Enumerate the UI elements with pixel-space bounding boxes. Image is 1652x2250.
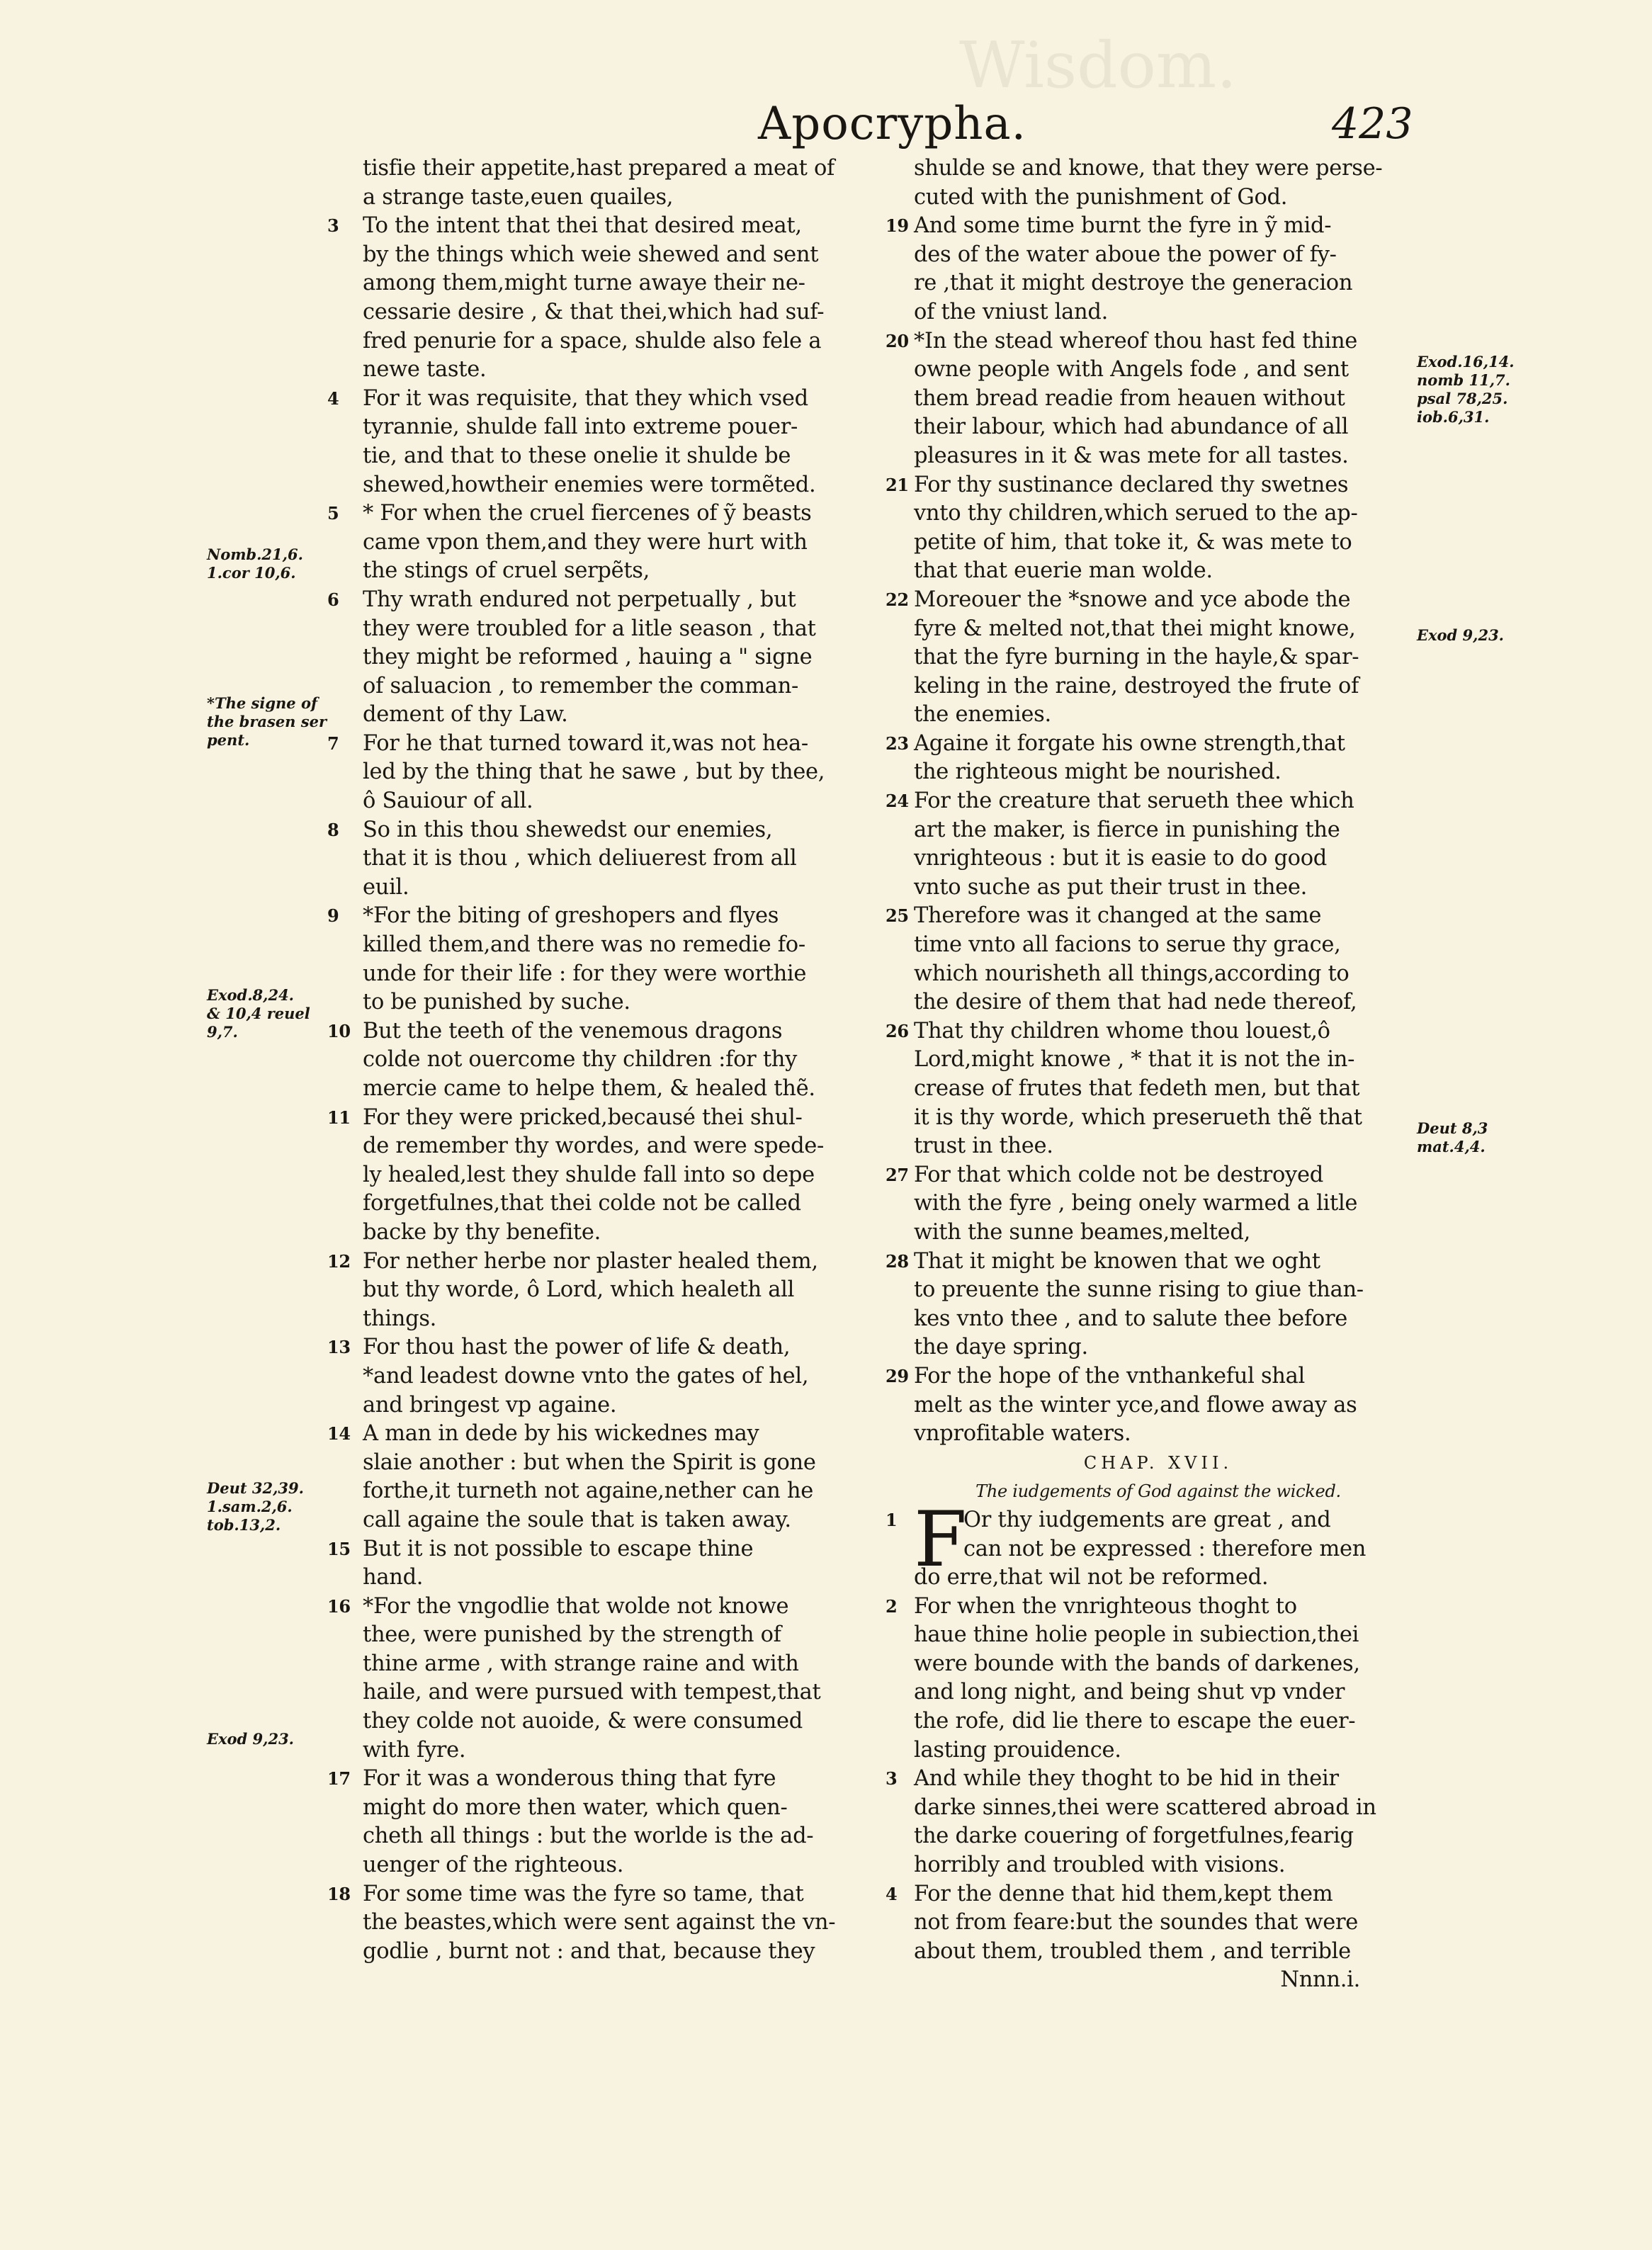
- text-line: [886, 1535, 1431, 1564]
- text-line: [327, 1305, 887, 1334]
- text-line: [886, 1333, 1431, 1362]
- text-line: [327, 615, 887, 644]
- text-line: [886, 988, 1431, 1017]
- text-line: [327, 1391, 887, 1420]
- page-number: 423: [1332, 99, 1413, 149]
- text-line: [886, 269, 1431, 298]
- text-line: [886, 1189, 1431, 1219]
- verse-text: vnprofitable waters.: [914, 1421, 1131, 1447]
- text-line: [327, 787, 887, 816]
- text-line: [886, 212, 1431, 241]
- verse-number: 10: [327, 1020, 351, 1041]
- text-line: [327, 1248, 887, 1277]
- text-line: [327, 1765, 887, 1794]
- text-line: [327, 1851, 887, 1880]
- verse-text: the desire of them that had nede thereof,: [914, 990, 1357, 1015]
- verse-text: pleasures in it & was mete for all tastes.: [914, 443, 1349, 468]
- text-line: [886, 528, 1431, 558]
- verse-text: For the hope of the vnthankeful shal: [914, 1363, 1305, 1389]
- text-line: [327, 758, 887, 787]
- text-line: [886, 844, 1431, 874]
- text-line: [327, 643, 887, 672]
- text-line: [886, 442, 1431, 471]
- text-line: [327, 1104, 887, 1133]
- signature-mark: Nnnn.i.: [1280, 1967, 1360, 1993]
- verse-text: trust in thee.: [914, 1134, 1053, 1159]
- verse-text: among them,might turne awaye their ne-: [363, 271, 805, 296]
- text-line: [327, 931, 887, 960]
- verse-text: lasting prouidence.: [914, 1737, 1121, 1763]
- verse-number: 28: [886, 1250, 909, 1272]
- text-line: [886, 1736, 1431, 1765]
- text-line: [327, 730, 887, 759]
- margin-note: Exod.8,24. & 10,4 reuel 9,7.: [207, 986, 310, 1041]
- chapter-summary: The iudgements of God against the wicked.: [975, 1481, 1341, 1502]
- verse-text: ô Sauiour of all.: [363, 788, 533, 814]
- text-line: [886, 327, 1431, 356]
- verse-number: 19: [886, 215, 909, 237]
- verse-text: the enemies.: [914, 702, 1051, 728]
- verse-text: fyre & melted not,that thei might knowe,: [914, 616, 1356, 641]
- verse-text: led by the thing that he sawe , but by thee,: [363, 759, 825, 785]
- verse-text: forthe,it turneth not againe,nether can he: [363, 1479, 813, 1504]
- verse-text: which nourisheth all things,according to: [914, 961, 1350, 986]
- text-line: [327, 1564, 887, 1593]
- verse-text: kes vnto thee , and to salute thee before: [914, 1306, 1347, 1331]
- text-line: [327, 1075, 887, 1104]
- text-line: [327, 1650, 887, 1679]
- verse-text: newe taste.: [363, 357, 487, 383]
- verse-text: For thou hast the power of life & death,: [363, 1335, 791, 1360]
- verse-text: horribly and troubled with visions.: [914, 1853, 1286, 1878]
- verse-number: 16: [327, 1595, 351, 1617]
- verse-text: the daye spring.: [914, 1335, 1088, 1360]
- verse-text: *For the biting of greshopers and flyes: [363, 903, 779, 929]
- verse-text: Againe it forgate his owne strength,that: [914, 730, 1345, 756]
- verse-number: 13: [327, 1337, 351, 1358]
- verse-text: Lord,might knowe , * that it is not the in-: [914, 1047, 1355, 1073]
- text-line: [886, 615, 1431, 644]
- verse-number: 22: [886, 589, 909, 610]
- text-line: [327, 701, 887, 730]
- verse-text: dement of thy Law.: [363, 702, 568, 728]
- verse-text: tisfie their appetite,hast prepared a meat of: [363, 156, 835, 181]
- text-line: [327, 269, 887, 298]
- verse-text: and bringest vp againe.: [363, 1392, 617, 1418]
- verse-text: cuted with the punishment of God.: [914, 184, 1288, 210]
- text-line: [327, 499, 887, 528]
- verse-number: 12: [327, 1250, 351, 1272]
- verse-text: uenger of the righteous.: [363, 1853, 624, 1878]
- verse-number: 21: [886, 474, 909, 495]
- verse-text: Therefore was it changed at the same: [914, 903, 1322, 929]
- verse-text: That it might be knowen that we oght: [914, 1248, 1320, 1274]
- verse-text: that the fyre burning in the hayle,& spar-: [914, 645, 1359, 670]
- verse-text: with the sunne beames,melted,: [914, 1219, 1251, 1245]
- text-line: [327, 557, 887, 586]
- margin-note: Exod 9,23.: [1417, 626, 1504, 644]
- verse-text: the rofe, did lie there to escape the euer-: [914, 1709, 1356, 1734]
- verse-text: de remember thy wordes, and were spede-: [363, 1134, 825, 1159]
- verse-text: to preuente the sunne rising to giue than-: [914, 1277, 1364, 1303]
- text-line: [327, 327, 887, 356]
- verse-number: 26: [886, 1020, 909, 1041]
- verse-text: But it is not possible to escape thine: [363, 1536, 754, 1561]
- text-line: [886, 931, 1431, 960]
- verse-text: shewed,howtheir enemies were tormẽted.: [363, 472, 816, 497]
- verse-text: melt as the winter yce,and flowe away as: [914, 1392, 1357, 1418]
- text-line: [327, 672, 887, 701]
- verse-text: godlie , burnt not : and that, because they: [363, 1938, 815, 1964]
- verse-text: For thy sustinance declared thy swetnes: [914, 472, 1349, 497]
- margin-note: Deut 32,39. 1.sam.2,6. tob.13,2.: [207, 1479, 304, 1534]
- text-line: [327, 1707, 887, 1736]
- text-line: [886, 241, 1431, 270]
- text-line: [886, 1362, 1431, 1391]
- verse-number: 4: [886, 1883, 898, 1904]
- verse-number: 18: [327, 1883, 351, 1904]
- text-line: [327, 385, 887, 414]
- verse-number: 17: [327, 1768, 351, 1790]
- verse-text: the stings of cruel serpẽts,: [363, 558, 650, 584]
- verse-text: might do more then water, which quen-: [363, 1794, 788, 1820]
- text-line: [886, 1678, 1431, 1707]
- verse-text: came vpon them,and they were hurt with: [363, 529, 808, 555]
- verse-text: hand.: [363, 1565, 424, 1590]
- verse-text: re ,that it might destroye the generacion: [914, 271, 1353, 296]
- text-line: [327, 183, 887, 213]
- verse-text: For the denne that hid them,kept them: [914, 1881, 1333, 1906]
- verse-text: Or thy iudgements are great , and: [963, 1507, 1331, 1532]
- text-line: [327, 413, 887, 442]
- show-through-heading: Wisdom.: [959, 28, 1237, 103]
- text-line: [886, 643, 1431, 672]
- verse-number: 27: [886, 1164, 909, 1185]
- verse-text: tie, and that to these onelie it shulde be: [363, 443, 791, 468]
- verse-text: *and leadest downe vnto the gates of hel,: [363, 1363, 809, 1389]
- verse-text: For they were pricked,becausé thei shul-: [363, 1104, 803, 1130]
- verse-text: darke sinnes,thei were scattered abroad in: [914, 1794, 1376, 1820]
- margin-note: Exod 9,23.: [207, 1730, 294, 1748]
- verse-number: 2: [886, 1595, 898, 1617]
- verse-text: To the intent that thei that desired meat,: [363, 213, 802, 239]
- verse-text: they were troubled for a litle season , that: [363, 616, 816, 641]
- text-line: [886, 960, 1431, 989]
- text-line: [327, 1132, 887, 1161]
- verse-text: keling in the raine, destroyed the frute of: [914, 673, 1359, 699]
- running-title: Apocrypha.: [758, 98, 1026, 150]
- verse-number: 5: [327, 503, 339, 524]
- verse-number: 14: [327, 1423, 351, 1445]
- text-line: [327, 1822, 887, 1851]
- margin-note: Deut 8,3 mat.4,4.: [1417, 1119, 1488, 1155]
- text-line: [886, 183, 1431, 213]
- verse-text: the beastes,which were sent against the vn-: [363, 1910, 836, 1935]
- verse-text: about them, troubled them , and terrible: [914, 1938, 1351, 1964]
- text-line: [886, 1650, 1431, 1679]
- verse-number: 24: [886, 791, 909, 812]
- text-line: [327, 1161, 887, 1190]
- text-line: [327, 298, 887, 327]
- text-line: [327, 902, 887, 931]
- verse-text: Thy wrath endured not perpetually , but: [363, 587, 796, 612]
- left-text-column: [327, 154, 887, 1966]
- verse-text: That thy children whome thou louest,ô: [914, 1018, 1330, 1044]
- text-line: [886, 154, 1431, 183]
- text-line: [886, 557, 1431, 586]
- text-line: [886, 1822, 1431, 1851]
- verse-text: their labour, which had abundance of all: [914, 414, 1349, 440]
- verse-text: And some time burnt the fyre in ỹ mid-: [914, 213, 1332, 239]
- text-line: [327, 1477, 887, 1506]
- text-line: [886, 1017, 1431, 1046]
- verse-text: For that which colde not be destroyed: [914, 1162, 1323, 1187]
- text-line: [327, 1621, 887, 1650]
- text-line: [886, 471, 1431, 500]
- text-line: [327, 1794, 887, 1823]
- text-line: [886, 1794, 1431, 1823]
- verse-text: they might be reformed , hauing a " signe: [363, 645, 813, 670]
- text-line: [886, 1420, 1431, 1449]
- text-line: [886, 1765, 1431, 1794]
- verse-text: them bread readie from heauen without: [914, 385, 1345, 411]
- verse-text: des of the water aboue the power of fy-: [914, 242, 1337, 267]
- text-line: [886, 1075, 1431, 1104]
- text-line: [886, 1276, 1431, 1305]
- margin-note: Nomb.21,6. 1.cor 10,6.: [207, 545, 303, 582]
- verse-text: thee, were punished by the strength of: [363, 1622, 781, 1648]
- text-line: [327, 1909, 887, 1938]
- text-line: [886, 499, 1431, 528]
- verse-number: 7: [327, 733, 339, 754]
- right-text-column: [886, 154, 1431, 1995]
- verse-text: For it was a wonderous thing that fyre: [363, 1766, 776, 1792]
- text-line: [327, 471, 887, 500]
- verse-text: of the vniust land.: [914, 299, 1108, 324]
- verse-text: to be punished by suche.: [363, 990, 630, 1015]
- verse-text: For it was requisite, that they which vsed: [363, 385, 808, 411]
- text-line: [327, 844, 887, 874]
- text-line: [327, 1449, 887, 1478]
- verse-text: with the fyre , being onely warmed a litle: [914, 1191, 1358, 1216]
- verse-text: unde for their life : for they were worthie: [363, 961, 807, 986]
- text-line: [886, 758, 1431, 787]
- text-line: [886, 787, 1431, 816]
- text-line: [327, 1219, 887, 1248]
- text-line: [886, 586, 1431, 615]
- text-line: [327, 586, 887, 615]
- text-line: [886, 1219, 1431, 1248]
- margin-note: Exod.16,14. nomb 11,7. psal 78,25. iob.6,31.: [1417, 353, 1515, 426]
- text-line: [327, 1189, 887, 1219]
- verse-number: 9: [327, 905, 339, 927]
- text-line: [327, 874, 887, 903]
- verse-text: were bounde with the bands of darkenes,: [914, 1651, 1360, 1676]
- verse-text: can not be expressed : therefore men: [963, 1536, 1367, 1561]
- verse-text: cessarie desire , & that thei,which had suf-: [363, 299, 825, 324]
- text-line: [327, 960, 887, 989]
- text-line: [327, 1506, 887, 1535]
- verse-text: killed them,and there was no remedie fo-: [363, 932, 805, 958]
- text-line: [886, 1851, 1431, 1880]
- verse-number: 11: [327, 1107, 351, 1128]
- verse-text: slaie another : but when the Spirit is gone: [363, 1449, 816, 1475]
- verse-number: 29: [886, 1365, 909, 1386]
- verse-number: 25: [886, 905, 909, 927]
- verse-text: thine arme , with strange raine and with: [363, 1651, 799, 1676]
- text-line: [886, 413, 1431, 442]
- verse-text: they colde not auoide, & were consumed: [363, 1709, 803, 1734]
- verse-number: 6: [327, 589, 339, 610]
- verse-text: that it is thou , which deliuerest from all: [363, 846, 797, 871]
- verse-number: 1: [886, 1509, 898, 1530]
- verse-text: euil.: [363, 874, 409, 900]
- text-line: [327, 1938, 887, 1967]
- verse-text: For when the vnrighteous thoght to: [914, 1593, 1297, 1619]
- text-line: [886, 902, 1431, 931]
- verse-text: but thy worde, ô Lord, which healeth all: [363, 1277, 795, 1303]
- text-line: [327, 1017, 887, 1046]
- verse-text: forgetfulnes,that thei colde not be called: [363, 1191, 801, 1216]
- text-line: [327, 528, 887, 558]
- drop-cap: F: [914, 1495, 967, 1584]
- verse-text: vnto thy children,which serued to the ap-: [914, 501, 1358, 526]
- text-line: [327, 212, 887, 241]
- verse-text: it is thy worde, which preserueth thẽ that: [914, 1104, 1362, 1130]
- text-line: [327, 1276, 887, 1305]
- text-line: [327, 241, 887, 270]
- verse-text: For nether herbe nor plaster healed them,: [363, 1248, 818, 1274]
- text-line: [327, 988, 887, 1017]
- verse-number: 15: [327, 1538, 351, 1559]
- verse-text: For the creature that serueth thee which: [914, 788, 1354, 814]
- verse-text: For he that turned toward it,was not hea-: [363, 730, 808, 756]
- verse-text: do erre,that wil not be reformed.: [914, 1565, 1269, 1590]
- verse-text: by the things which weie shewed and sent: [363, 242, 819, 267]
- verse-text: *In the stead whereof thou hast fed thine: [914, 328, 1358, 354]
- text-line: [327, 1420, 887, 1449]
- text-line: [886, 1909, 1431, 1938]
- verse-text: crease of frutes that fedeth men, but that: [914, 1076, 1360, 1101]
- verse-text: not from feare:but the soundes that were: [914, 1910, 1359, 1935]
- text-line: [327, 816, 887, 845]
- verse-text: shulde se and knowe, that they were perse-: [914, 156, 1383, 181]
- verse-number: 23: [886, 733, 909, 754]
- text-line: [886, 1132, 1431, 1161]
- text-line: [886, 1391, 1431, 1420]
- text-line: [886, 1104, 1431, 1133]
- text-line: [886, 1046, 1431, 1075]
- verse-text: owne people with Angels fode , and sent: [914, 357, 1349, 383]
- verse-text: cheth all things : but the worlde is the ad-: [363, 1824, 814, 1849]
- verse-text: *For the vngodlie that wolde not knowe: [363, 1593, 789, 1619]
- verse-text: haile, and were pursued with tempest,that: [363, 1680, 821, 1705]
- text-line: [886, 730, 1431, 759]
- verse-text: So in this thou shewedst our enemies,: [363, 817, 773, 842]
- verse-text: But the teeth of the venemous dragons: [363, 1018, 783, 1044]
- text-line: [886, 701, 1431, 730]
- verse-text: tyrannie, shulde fall into extreme pouer-: [363, 414, 798, 440]
- text-line: [327, 1362, 887, 1391]
- verse-text: And while they thoght to be hid in their: [914, 1766, 1339, 1792]
- verse-text: colde not ouercome thy children :for thy: [363, 1047, 798, 1073]
- text-line: [327, 1535, 887, 1564]
- verse-number: 3: [327, 215, 339, 237]
- text-line: [886, 672, 1431, 701]
- verse-text: fred penurie for a space, shulde also fele a: [363, 328, 822, 354]
- verse-text: and long night, and being shut vp vnder: [914, 1680, 1345, 1705]
- verse-text: ly healed,lest they shulde fall into so depe: [363, 1162, 815, 1187]
- text-line: [886, 356, 1431, 385]
- verse-text: that that euerie man wolde.: [914, 558, 1213, 584]
- margin-note: *The signe of the brasen ser pent.: [207, 694, 327, 749]
- text-line: [886, 1305, 1431, 1334]
- verse-text: For some time was the fyre so tame, that: [363, 1881, 804, 1906]
- text-line: [886, 1248, 1431, 1277]
- text-line: [886, 1621, 1431, 1650]
- text-line: [886, 1707, 1431, 1736]
- text-line: [886, 816, 1431, 845]
- text-line: [327, 1046, 887, 1075]
- text-line: [327, 1593, 887, 1622]
- verse-text: of saluacion , to remember the comman-: [363, 673, 799, 699]
- verse-text: haue thine holie people in subiection,thei: [914, 1622, 1359, 1648]
- verse-text: Moreouer the *snowe and yce abode the: [914, 587, 1351, 612]
- verse-text: art the maker, is fierce in punishing the: [914, 817, 1340, 842]
- verse-text: a strange taste,euen quailes,: [363, 184, 674, 210]
- text-line: [327, 1736, 887, 1765]
- text-line: [327, 1880, 887, 1909]
- verse-text: vnto suche as put their trust in thee.: [914, 874, 1308, 900]
- text-line: [886, 1938, 1431, 1967]
- text-line: [327, 1333, 887, 1362]
- verse-text: the righteous might be nourished.: [914, 759, 1282, 785]
- text-line: [327, 1678, 887, 1707]
- text-line: [886, 298, 1431, 327]
- verse-number: 8: [327, 819, 339, 840]
- verse-number: 3: [886, 1768, 898, 1790]
- text-line: [886, 1593, 1431, 1622]
- verse-text: A man in dede by his wickednes may: [363, 1421, 759, 1447]
- chapter-heading: CHAP. XVII.: [1083, 1452, 1233, 1473]
- verse-text: call againe the soule that is taken away.: [363, 1507, 791, 1532]
- text-line: [886, 874, 1431, 903]
- text-line: [327, 356, 887, 385]
- verse-text: backe by thy benefite.: [363, 1219, 601, 1245]
- verse-text: the darke couering of forgetfulnes,fearig: [914, 1824, 1354, 1849]
- verse-text: mercie came to helpe them, & healed thẽ.: [363, 1076, 815, 1101]
- verse-text: things.: [363, 1306, 437, 1331]
- verse-text: time vnto all facions to serue thy grace,: [914, 932, 1341, 958]
- text-line: [327, 442, 887, 471]
- text-line: [886, 1564, 1431, 1593]
- text-line: [886, 385, 1431, 414]
- text-line: [886, 1161, 1431, 1190]
- verse-number: 4: [327, 388, 339, 409]
- text-line: [327, 154, 887, 183]
- verse-text: petite of him, that toke it, & was mete to: [914, 529, 1352, 555]
- text-line: [886, 1880, 1431, 1909]
- verse-number: 20: [886, 330, 909, 351]
- verse-text: vnrighteous : but it is easie to do good: [914, 846, 1327, 871]
- verse-text: * For when the cruel fiercenes of ỹ beasts: [363, 501, 812, 526]
- verse-text: with fyre.: [363, 1737, 466, 1763]
